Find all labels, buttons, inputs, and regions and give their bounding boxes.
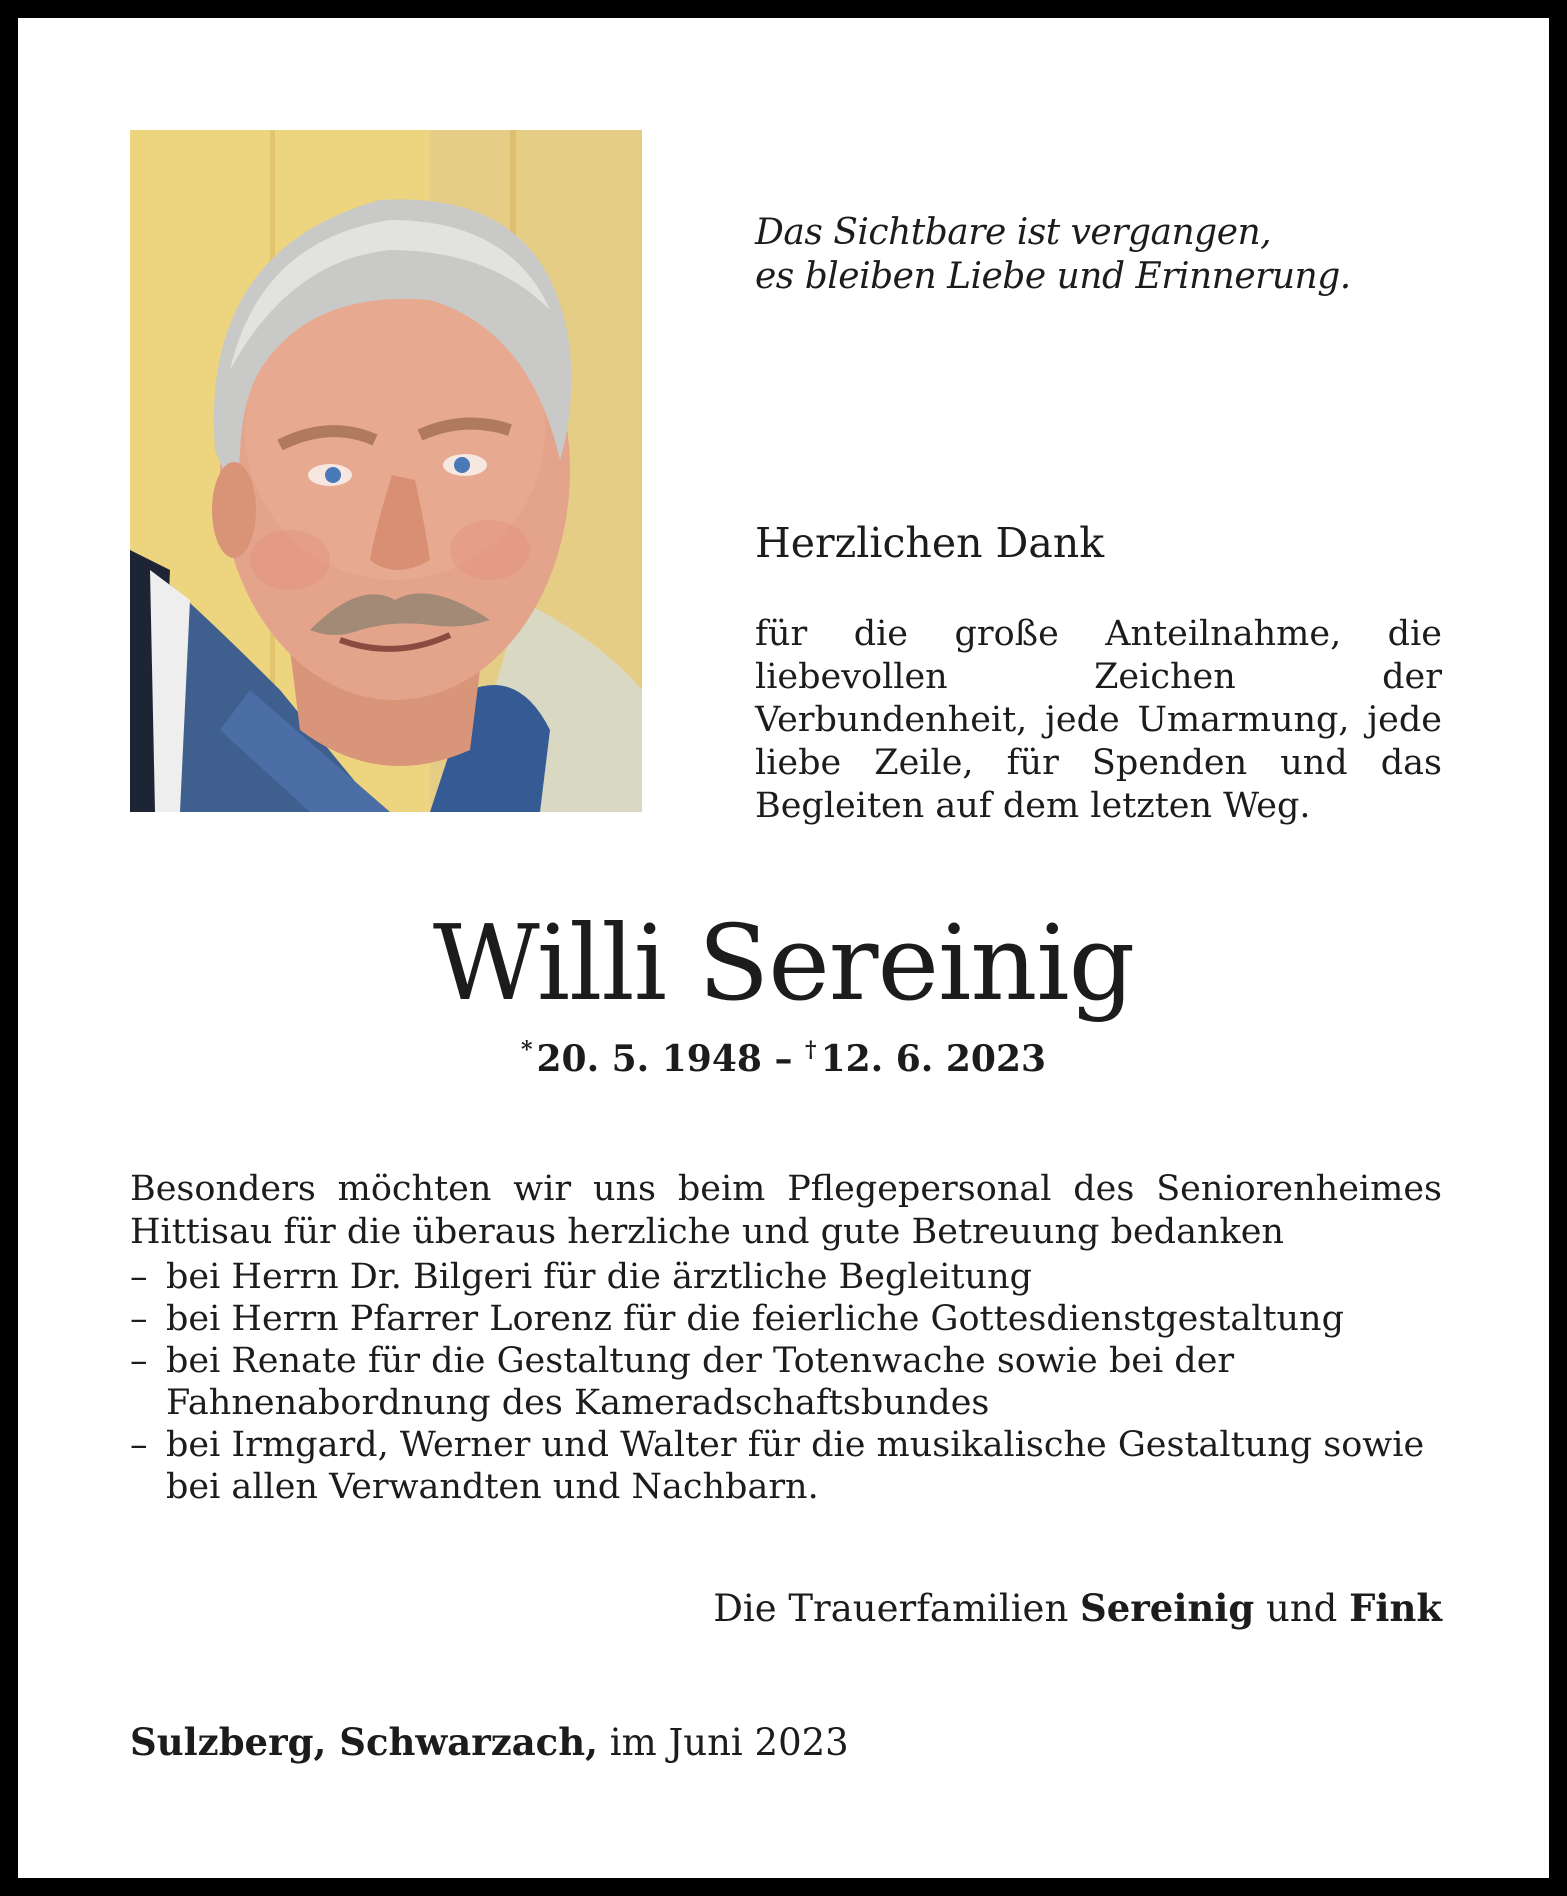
place-names: Sulzberg, Schwarzach, xyxy=(130,1720,598,1764)
quote-line-1: Das Sichtbare ist vergangen, xyxy=(755,212,1272,253)
special-thanks-intro: Besonders möchten wir uns beim Pflegepersonal des Seniorenheimes Hittisau für die überaus herzliche und gute Betreuung bedanken xyxy=(130,1169,1442,1252)
list-item xyxy=(130,1298,1442,1340)
portrait-photo xyxy=(130,130,642,812)
date-separator: – xyxy=(774,1038,793,1080)
birth-date: 20. 5. 1948 xyxy=(536,1038,762,1080)
list-item-text: bei Renate für die Gestaltung der Totenwache sowie bei der Fahnenabordnung des Kameradschaftsbundes xyxy=(166,1341,1235,1423)
family-name-1: Sereinig xyxy=(1080,1586,1255,1630)
thanks-heading: Herzlichen Dank xyxy=(755,519,1105,567)
death-symbol: † xyxy=(805,1037,817,1063)
special-thanks-list xyxy=(130,1256,1442,1508)
list-dash: – xyxy=(130,1299,148,1339)
list-item xyxy=(130,1424,1442,1508)
portrait-illustration xyxy=(130,130,642,812)
thanks-body: für die große Anteilnahme, die liebevollen Zeichen der Verbundenheit, jede Umarmung, jede liebe Zeile, für Spenden und das Begleiten auf dem letzten Weg. xyxy=(755,614,1442,826)
deceased-name: Willi Sereinig xyxy=(432,902,1135,1024)
memorial-quote xyxy=(755,211,1475,299)
place-date-line xyxy=(130,1719,849,1766)
life-dates xyxy=(18,1037,1549,1081)
list-dash: – xyxy=(130,1425,148,1465)
list-dash: – xyxy=(130,1257,148,1297)
signature-connector: und xyxy=(1266,1587,1338,1630)
birth-symbol: * xyxy=(520,1037,533,1063)
list-item xyxy=(130,1256,1442,1298)
list-item-text: bei Herrn Pfarrer Lorenz für die feierliche Gottesdienstgestaltung xyxy=(166,1299,1345,1339)
list-item xyxy=(130,1340,1442,1424)
list-item-text: bei Herrn Dr. Bilgeri für die ärztliche Begleitung xyxy=(166,1257,1033,1297)
death-date: 12. 6. 2023 xyxy=(820,1038,1047,1080)
signature-prefix: Die Trauerfamilien xyxy=(713,1587,1069,1630)
quote-line-2: es bleiben Liebe und Erinnerung. xyxy=(755,256,1351,297)
list-dash: – xyxy=(130,1341,148,1381)
list-item-text: bei Irmgard, Werner und Walter für die musikalische Gestaltung sowie bei allen Verwandten und Nachbarn. xyxy=(166,1425,1425,1507)
family-name-2: Fink xyxy=(1349,1586,1442,1630)
place-date: im Juni 2023 xyxy=(609,1721,849,1764)
obituary-page xyxy=(18,18,1549,1878)
family-signature xyxy=(18,1585,1442,1632)
